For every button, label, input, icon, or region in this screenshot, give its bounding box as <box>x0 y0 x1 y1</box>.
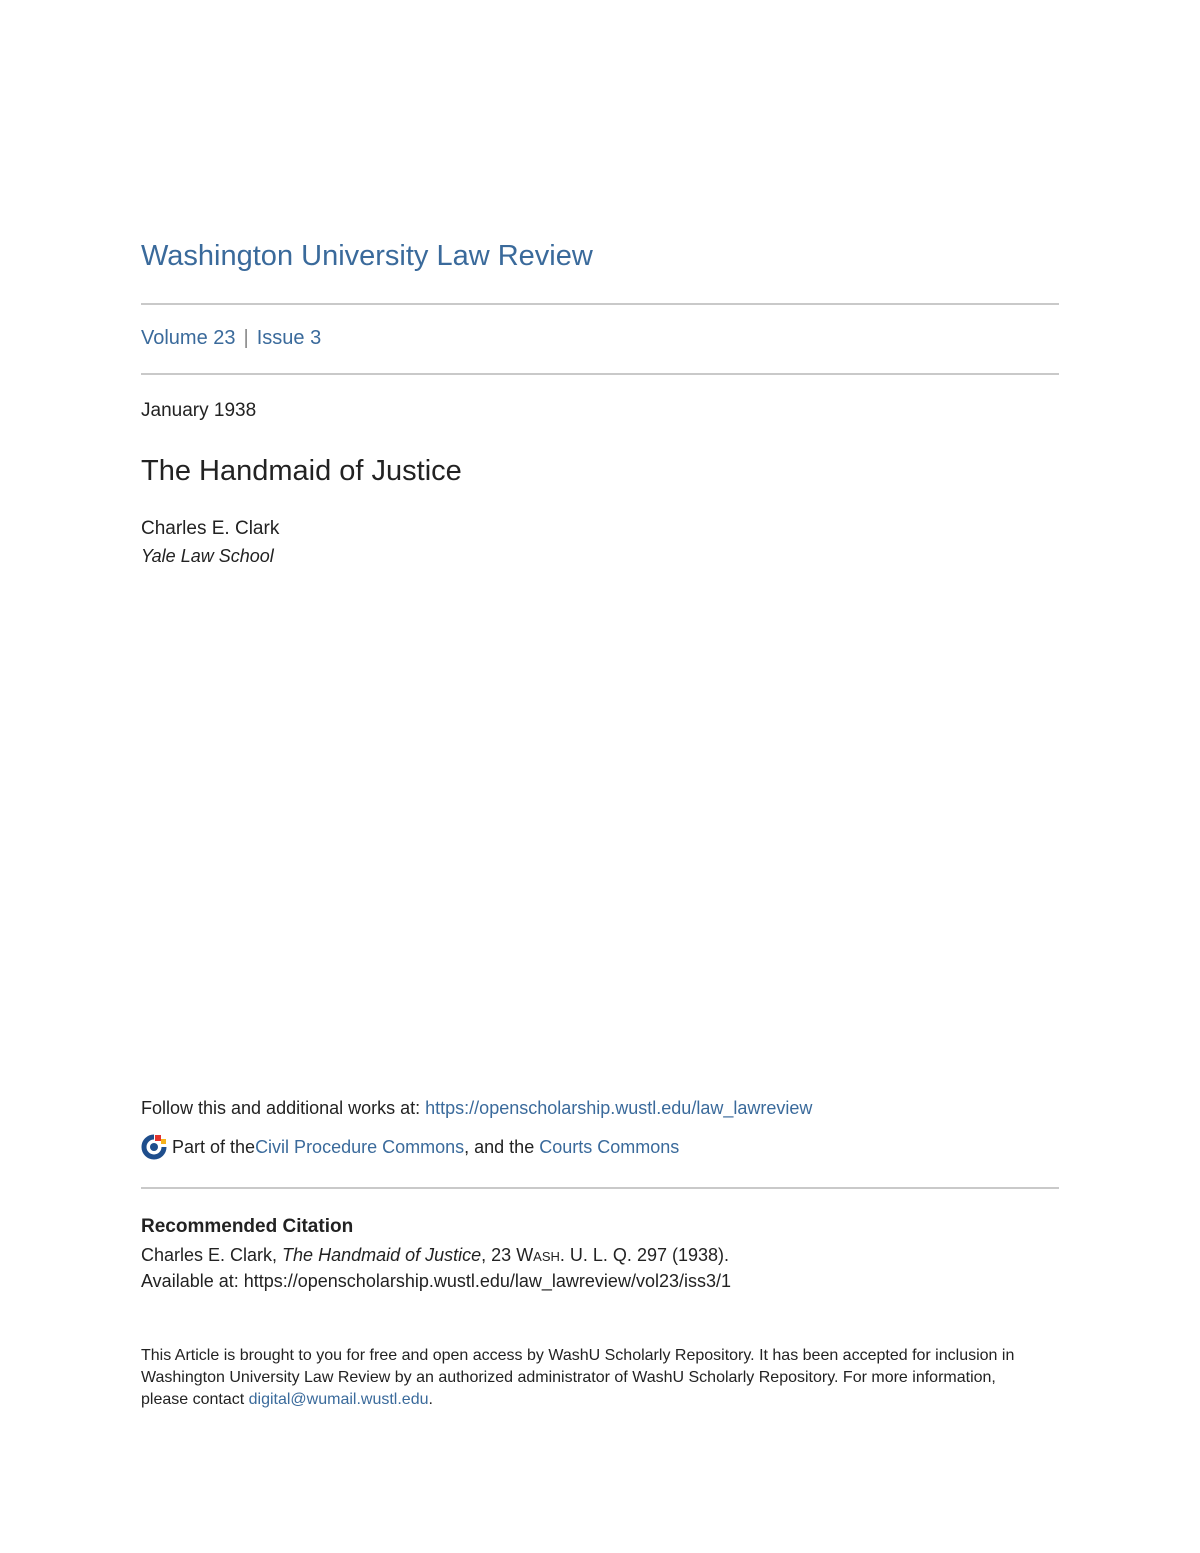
volume-issue-line <box>141 327 321 350</box>
recommended-citation-heading: Recommended Citation <box>141 1216 354 1237</box>
citation-pages: 297 (1938). <box>631 1245 730 1265</box>
civil-procedure-commons-link[interactable]: Civil Procedure Commons <box>255 1136 465 1157</box>
access-notice <box>141 1345 1041 1411</box>
volume-link[interactable]: Volume 23 <box>141 327 236 349</box>
available-at: Available at: https://openscholarship.wustl.edu/law_lawreview/vol23/iss3/1 <box>141 1271 731 1291</box>
follow-line <box>141 1098 812 1119</box>
contact-email-link[interactable]: digital@wumail.wustl.edu <box>248 1391 429 1408</box>
publication-date: January 1938 <box>141 400 257 421</box>
part-of-middle: , and the <box>464 1136 540 1157</box>
volume-issue-separator: | <box>243 327 249 349</box>
citation-title: The Handmaid of Justice <box>282 1245 482 1265</box>
citation-divider <box>141 1187 1059 1189</box>
notice-text: This Article is brought to you for free and open access by WashU Scholarly Repository. It has been accepted for inclusion in Washington University Law Review by an authorized administrator of WashU Scholarly Repository. For more information, please contact <box>141 1347 1015 1408</box>
citation-volume: , 23 <box>481 1245 517 1265</box>
part-of-line <box>141 1134 679 1160</box>
journal-title[interactable]: Washington University Law Review <box>141 240 593 272</box>
header-divider <box>141 303 1059 305</box>
issue-link[interactable]: Issue 3 <box>256 327 322 349</box>
citation-journal: Wash. U. L. Q. <box>516 1245 632 1265</box>
citation-author: Charles E. Clark, <box>141 1245 283 1265</box>
follow-url-link[interactable]: https://openscholarship.wustl.edu/law_lawreview <box>425 1098 813 1118</box>
citation-text <box>141 1245 729 1266</box>
part-of-prefix: Part of the <box>172 1136 256 1157</box>
author-affiliation: Yale Law School <box>141 546 274 566</box>
follow-prefix: Follow this and additional works at: <box>141 1098 426 1118</box>
courts-commons-link[interactable]: Courts Commons <box>539 1136 680 1157</box>
article-title: The Handmaid of Justice <box>141 455 462 487</box>
volume-divider <box>141 373 1059 375</box>
bepress-commons-icon <box>141 1134 167 1160</box>
author-name: Charles E. Clark <box>141 518 280 539</box>
notice-end: . <box>428 1391 433 1408</box>
